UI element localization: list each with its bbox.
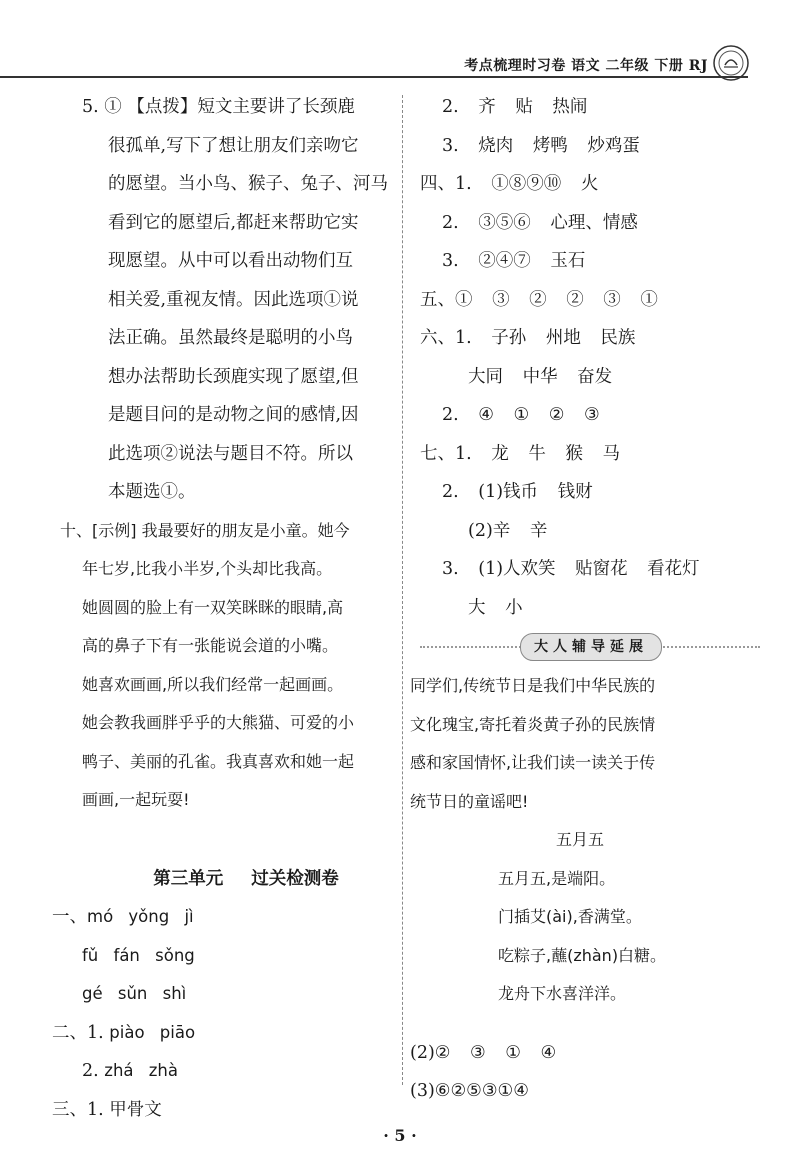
q5-line: 现愿望。从中可以看出动物们互 (108, 251, 353, 271)
answer-line: 2. 齐 贴 热闹 (442, 97, 588, 117)
item-label: 2. (82, 1061, 99, 1081)
section-2-2-row (60, 1052, 392, 1091)
q5-line: 本题选①。 (108, 482, 196, 502)
section-6-line: 六、1. 子孙 州地 民族 (420, 328, 636, 348)
poem-line: 龙舟下水喜洋洋。 (498, 984, 627, 1003)
section-3-row (52, 1091, 392, 1130)
page-number: · 5 · (383, 1126, 417, 1145)
q5-line: 是题目问的是动物之间的感情,因 (108, 405, 359, 425)
section-5-line: 五、① ③ ② ② ③ ① (420, 289, 658, 310)
unit-title: 第三单元 过关检测卷 (153, 868, 339, 889)
answer-line: 2. ③⑤⑥ 心理、情感 (442, 212, 638, 233)
answer-line: 3. 烧肉 烤鸭 炒鸡蛋 (442, 135, 640, 156)
q5-line: 法正确。虽然最终是聪明的小鸟 (108, 328, 353, 348)
intro-line: 同学们,传统节日是我们中华民族的 (410, 676, 656, 695)
pinyin-answer: mó yǒng jì (87, 907, 194, 926)
answer-line: 大 小 (468, 597, 523, 618)
extension-banner: 大人辅导延展 (520, 633, 662, 661)
intro-line: 文化瑰宝,寄托着炎黄子孙的民族情 (410, 714, 656, 734)
section-7-line: 七、1. 龙 牛 猴 马 (420, 443, 620, 464)
column-divider (402, 95, 403, 1085)
answer-line: (2)② ③ ① ④ (410, 1042, 557, 1063)
q5-line: 很孤单,写下了想让朋友们亲吻它 (108, 135, 359, 156)
pinyin-answer: fǔ fán sǒng (82, 945, 195, 965)
right-column (410, 88, 760, 1111)
q10-line: 高的鼻子下有一张能说会道的小嘴。 (82, 636, 339, 655)
q10-line: 她会教我画胖乎乎的大熊猫、可爱的小 (82, 713, 355, 732)
q10-line: 十、[示例] 我最要好的朋友是小童。她今 (60, 520, 350, 540)
answer-text: 甲骨文 (109, 1099, 162, 1120)
q10-line: 鸭子、美丽的孔雀。我真喜欢和她一起 (82, 751, 355, 771)
q10-line: 年七岁,比我小半岁,个头却比我高。 (82, 559, 333, 578)
section-2-row (52, 1014, 392, 1053)
pinyin-answer: piào piāo (109, 1022, 196, 1042)
section-4-line: 四、1. ①⑧⑨⑩ 火 (420, 174, 599, 194)
pinyin-answer: gé sǔn shì (82, 984, 187, 1003)
answer-line: (2)辛 辛 (468, 520, 548, 541)
q5-line: 此选项②说法与题目不符。所以 (108, 443, 353, 464)
section-2-label: 二、1. (52, 1022, 104, 1043)
answer-line: (3)⑥②⑤③①④ (410, 1081, 529, 1101)
section-1-row (52, 898, 392, 937)
answer-line: 3. (1)人欢笑 贴窗花 看花灯 (442, 559, 700, 579)
intro-line: 感和家国情怀,让我们读一读关于传 (410, 753, 656, 772)
intro-line: 统节日的童谣吧! (410, 791, 529, 811)
q5-line: 想办法帮助长颈鹿实现了愿望,但 (108, 366, 359, 387)
extension-banner-row (420, 627, 760, 667)
q5-line: 5. ① 【点拨】短文主要讲了长颈鹿 (82, 97, 355, 117)
q5-line: 的愿望。当小鸟、猴子、兔子、河马 (108, 174, 388, 194)
answer-line: 大同 中华 奋发 (468, 366, 613, 387)
poem-line: 五月五,是端阳。 (498, 868, 616, 888)
section-3-label: 三、1. (52, 1099, 104, 1120)
poem-title: 五月五 (555, 830, 604, 849)
q5-line: 相关爱,重视友情。因此选项①说 (108, 289, 359, 310)
answer-line: 2. (1)钱币 钱财 (442, 482, 593, 502)
section-1-label: 一、 (52, 907, 87, 927)
poem-line: 吃粽子,蘸(zhàn)白糖。 (498, 945, 667, 965)
answer-line: 2. ④ ① ② ③ (442, 405, 600, 425)
q10-line: 她圆圆的脸上有一双笑眯眯的眼睛,高 (82, 597, 344, 617)
q10-line: 画画,一起玩耍! (82, 790, 190, 809)
poem-line: 门插艾(ài),香满堂。 (498, 907, 642, 926)
pinyin-answer: zhá zhà (104, 1061, 178, 1080)
q5-line: 看到它的愿望后,都赶来帮助它实 (108, 212, 359, 233)
answer-line: 3. ②④⑦ 玉石 (442, 251, 586, 271)
left-column (52, 88, 392, 1129)
header-rule (0, 76, 748, 78)
q10-line: 她喜欢画画,所以我们经常一起画画。 (82, 674, 344, 694)
running-header: 考点梳理时习卷 语文 二年级 下册 RJ (464, 58, 708, 74)
